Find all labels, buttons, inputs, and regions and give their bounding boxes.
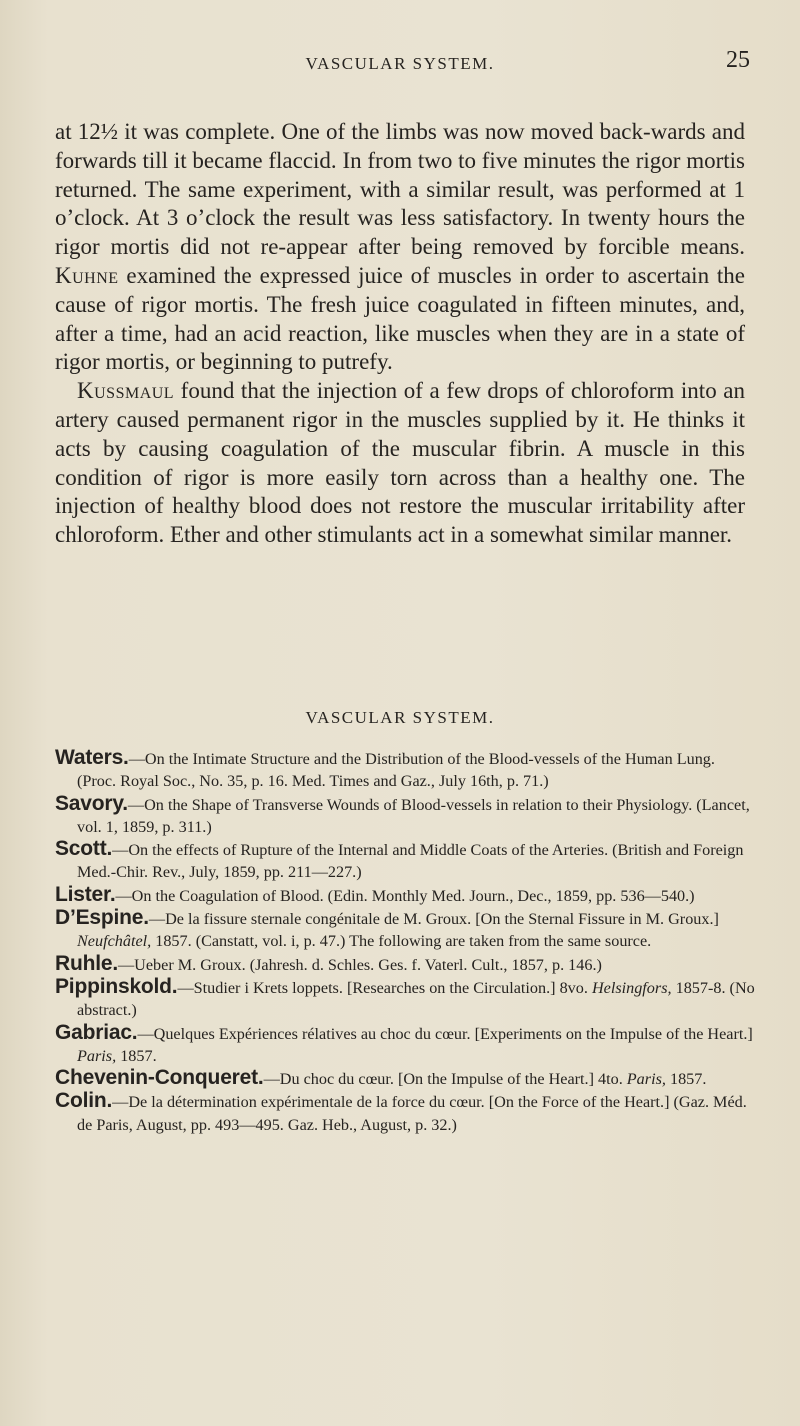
paragraph-chloroform xyxy=(55,377,745,550)
reference-text: Quelques Expériences rélatives au choc du cœur. [Experiments on the Impulse of the Heart.] xyxy=(153,1024,753,1043)
reference-entry: Ruhle.—Ueber M. Groux. (Jahresh. d. Schles. Ges. f. Vaterl. Cult., 1857, p. 146.) xyxy=(55,951,602,975)
reference-entry: Savory.—On the Shape of Transverse Wounds of Blood-vessels in relation to their Physiology. (Lancet, vol. 1, 1859, p. 311.) xyxy=(55,791,750,836)
reference-author: Colin. xyxy=(55,1089,113,1113)
reference-list xyxy=(55,747,755,1136)
reference-text: Du choc du cœur. [On the Impulse of the Heart.] 4to. xyxy=(279,1070,627,1089)
reference-entry: Gabriac.—Quelques Expériences rélatives au choc du cœur. [Experiments on the Impulse of the Heart.] Paris, 1857. xyxy=(55,1020,753,1065)
body-text xyxy=(55,118,745,550)
reference-text: 1857. (Canstatt, vol. i, p. 47.) The following are taken from the same source. xyxy=(151,932,652,951)
reference-author: Pippinskold. xyxy=(55,974,178,998)
reference-entry: Pippinskold.—Studier i Krets loppets. [Researches on the Circulation.] 8vo. Helsingfors, 1857-8. (No abstract.) xyxy=(55,974,755,1020)
reference-entry: Chevenin-Conqueret.—Du choc du cœur. [On the Impulse of the Heart.] 4to. Paris, 1857. xyxy=(55,1066,707,1090)
reference-text: De la fissure sternale congénitale de M. Groux. [On the Sternal Fissure in M. Groux.] xyxy=(165,910,719,929)
reference-place: Paris, xyxy=(626,1070,666,1089)
author-name: Kussmaul xyxy=(77,378,175,404)
paragraph-text: examined the expressed juice of muscles in order to ascertain the cause of rigor mortis. The fresh juice coagulated in fifteen minutes, and, after a time, had an acid reaction, like muscles when they are in a state of rigor mortis, or beginning to putrefy. xyxy=(55,262,745,375)
reference-text: On the Intimate Structure and the Distribution of the Blood-vessels of the Human Lung. (Proc. Royal Soc., No. 35, p. 16. Med. Times and Gaz., July 16th, p. 71.) xyxy=(77,750,715,791)
running-head: VASCULAR SYSTEM. xyxy=(305,54,495,73)
reference-author: Chevenin-Conqueret. xyxy=(55,1066,264,1090)
paragraph-text: found that the injection of a few drops of chloroform into an artery caused permanent rigor in the muscles supplied by it. He thinks it acts by causing coagulation of the muscular fibrin. A muscle in this condition of rigor is more easily torn across than a healthy one. The injection of healthy blood does not restore the muscular irritability after chloroform. Ether and other stimulants act in a somewhat similar manner. xyxy=(55,378,745,548)
reference-text: De la détermination expérimentale de la force du cœur. [On the Force of the Heart.] (Gaz. Méd. de Paris, August, pp. 493—495. Gaz. Heb., August, p. 32.) xyxy=(77,1093,747,1134)
paragraph-text: at 12½ it was complete. One of the limbs was now moved back-wards and forwards till it became flaccid. In from two to five minutes the rigor mortis returned. The same experiment, with a similar result, was performed at 1 o’clock. At 3 o’clock the result was less satisfactory. In twenty hours the rigor mortis did not re-appear after being removed by forcible means. xyxy=(55,119,745,260)
reference-author: Savory. xyxy=(55,791,128,815)
reference-text: On the Shape of Transverse Wounds of Blood-vessels in relation to their Physiology. (Lancet, vol. 1, 1859, p. 311.) xyxy=(77,795,750,836)
reference-text: Studier i Krets loppets. [Researches on the Circulation.] 8vo. xyxy=(193,978,592,997)
reference-text: 1857. xyxy=(665,1070,707,1089)
reference-text: On the effects of Rupture of the Internal and Middle Coats of the Arteries. (British and Foreign Med.-Chir. Rev., July, 1859, pp. 211—227.) xyxy=(77,841,744,882)
reference-author: D’Espine. xyxy=(55,906,149,930)
reference-author: Ruhle. xyxy=(55,951,118,975)
reference-place: Helsingfors, xyxy=(591,978,672,997)
section-heading: VASCULAR SYSTEM. xyxy=(305,708,495,727)
reference-entry: Lister.—On the Coagulation of Blood. (Edin. Monthly Med. Journ., Dec., 1859, pp. 536—540.) xyxy=(55,882,695,906)
paragraph-rigor-mortis xyxy=(55,118,745,377)
reference-author: Gabriac. xyxy=(55,1020,138,1044)
reference-entry: Waters.—On the Intimate Structure and the Distribution of the Blood-vessels of the Human Lung. (Proc. Royal Soc., No. 35, p. 16. Med. Times and Gaz., July 16th, p. 71.) xyxy=(55,746,715,791)
reference-entry: D’Espine.—De la fissure sternale congénitale de M. Groux. [On the Sternal Fissure in M. Groux.] Neufchâtel, 1857. (Canstatt, vol. i, p. 47.) The following are taken from the same source. xyxy=(55,906,719,951)
reference-text: Ueber M. Groux. (Jahresh. d. Schles. Ges. f. Vaterl. Cult., 1857, p. 146.) xyxy=(134,955,602,974)
reference-text: 1857. xyxy=(116,1046,157,1065)
reference-place: Neufchâtel, xyxy=(77,932,152,951)
reference-entry: Colin.—De la détermination expérimentale de la force du cœur. [On the Force of the Heart.] (Gaz. Méd. de Paris, August, pp. 493—495. Gaz. Heb., August, p. 32.) xyxy=(55,1089,747,1134)
author-name: Kuhne xyxy=(55,262,119,288)
reference-author: Waters. xyxy=(55,746,129,769)
reference-entry: Scott.—On the effects of Rupture of the Internal and Middle Coats of the Arteries. (British and Foreign Med.-Chir. Rev., July, 1859, pp. 211—227.) xyxy=(55,837,744,882)
reference-place: Paris, xyxy=(77,1046,117,1065)
page-number: 25 xyxy=(726,47,750,73)
reference-author: Scott. xyxy=(55,837,113,861)
reference-text: On the Coagulation of Blood. (Edin. Monthly Med. Journ., Dec., 1859, pp. 536—540.) xyxy=(131,886,695,905)
reference-text: 1857-8. (No abstract.) xyxy=(77,978,755,1020)
reference-author: Lister. xyxy=(55,882,116,906)
